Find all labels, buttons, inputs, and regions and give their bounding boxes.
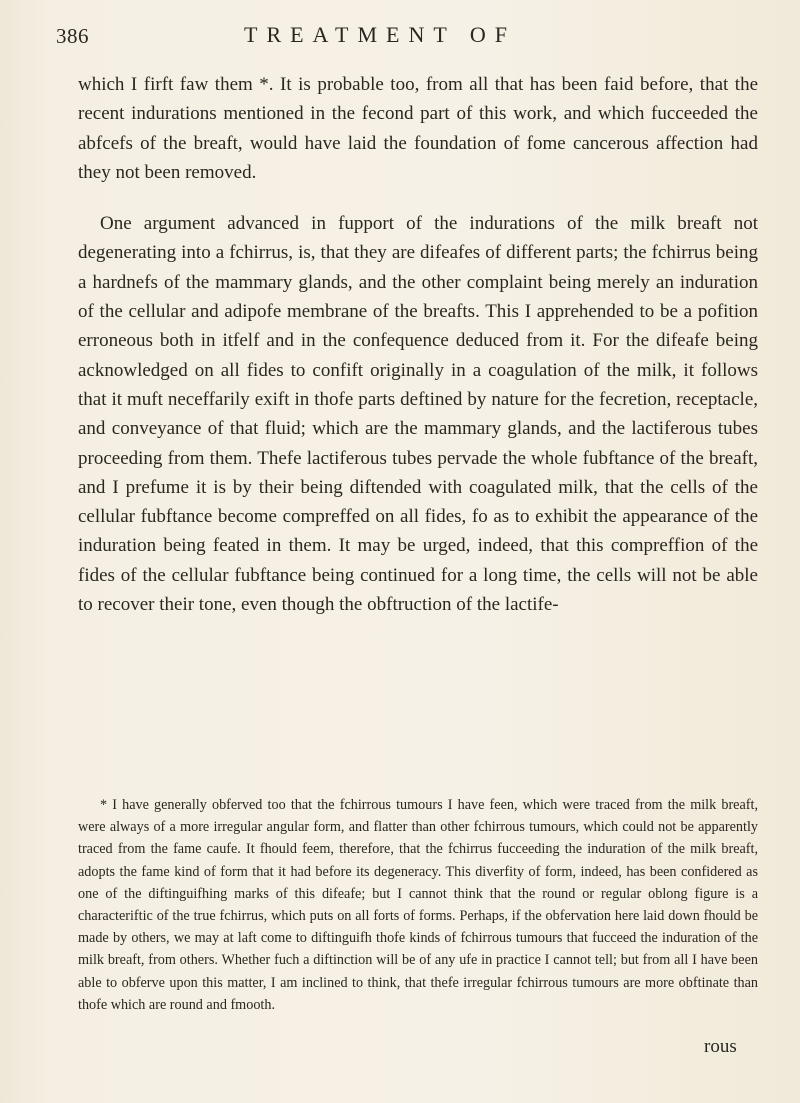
footnote: * I have generally obferved too that the fchirrous tumours I have feen, which were traced from the milk breaft, were always of a more irregular angular form, and flatter than other fchirrous tumours, which could not be apparently traced from the fame caufe. It fhould feem, therefore, that the fchirrus fucceeding the induration of the milk breaft, adopts the fame kind of form that it had before its degeneracy. This diverfity of form, indeed, has been confidered as one of the diftinguifhing marks of this difeafe; but I cannot think that the round or regular oblong figure is a characteriftic of the true fchirrus, which puts on all forts of forms. Perhaps, if the obfervation here laid down fhould be made by others, we may at laft come to diftinguifh thofe kinds of fchirrous tumours that fucceed the induration of the milk breaft, from others. Whether fuch a diftinction will be of any ufe in practice I cannot tell; but from all I have been able to obferve upon this matter, I am inclined to think, that thefe irregular fchirrous tumours are more obftinate than thofe which are round and fmooth.	[78, 797, 758, 1013]
catchword: rous	[704, 1036, 737, 1057]
page-number: 386	[56, 24, 89, 48]
paragraph-argument: One argument advanced in fupport of the indurations of the milk breaft not degenerating into a fchirrus, is, that they are difeafes of different parts; the fchirrus being a hardnefs of the mammary glands, and the other complaint being merely an induration of the cellular and adipofe membrane of the breafts. This I apprehended to be a pofition erroneous both in itfelf and in the confequence deduced from it. For the difeafe being acknowledged on all fides to confift originally in a coagulation of the milk, it follows that it muft neceffarily exift in thofe parts deftined by nature for the fecretion, receptacle, and conveyance of that fluid; which are the mammary glands, and the lactiferous tubes proceeding from them. Thefe lactiferous tubes pervade the whole fubftance of the breaft, and I prefume it is by their being diftended with coagulated milk, that the cells of the cellular fubftance become compreffed on all fides, fo as to exhibit the appearance of the induration being feated in them. It may be urged, indeed, that this compreffion of the fides of the cellular fubftance being continued for a long time, the cells will not be able to recover their tone, even though the obftruction of the lactife-	[78, 213, 758, 616]
body-text	[78, 70, 758, 619]
page-header	[56, 18, 756, 58]
running-head: TREATMENT OF	[244, 22, 516, 47]
paragraph-continuation: which I firft faw them *. It is probable too, from all that has been faid before, that the recent indurations mentioned in the fecond part of this work, and which fucceeded the abfcefs of the breaft, would have laid the foundation of fome cancerous affection had they not been removed.	[78, 74, 758, 183]
